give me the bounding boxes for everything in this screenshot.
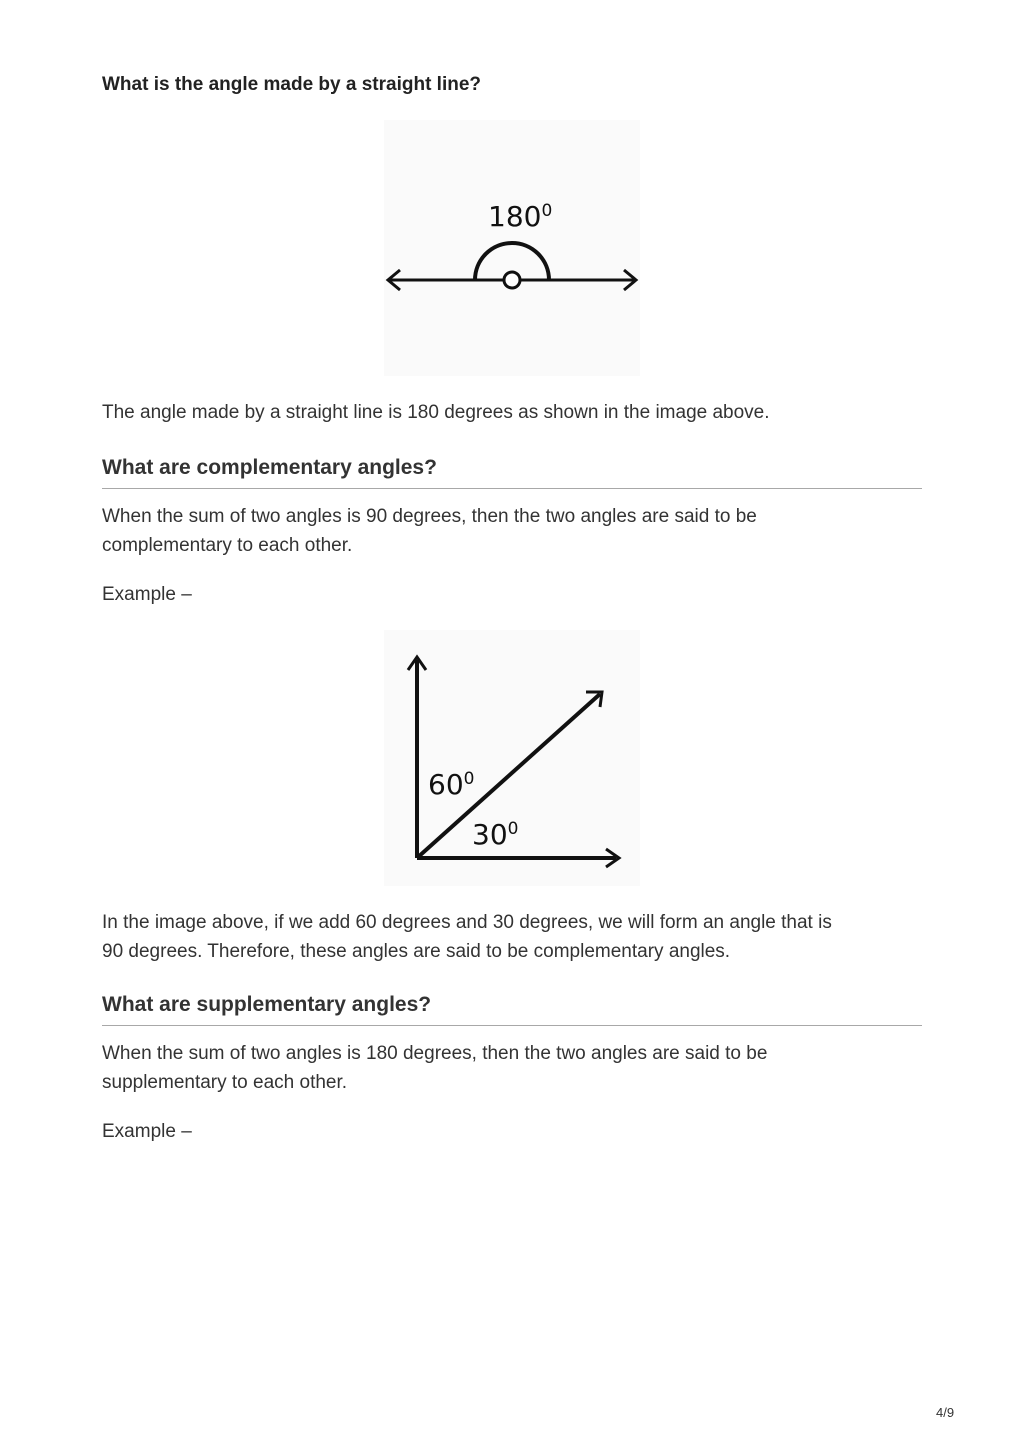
complementary-definition xyxy=(102,502,922,560)
supplementary-definition-line2: supplementary to each other. xyxy=(102,1072,348,1093)
question-heading: What is the angle made by a straight line? xyxy=(102,74,482,95)
angle-30-label: $30^0$ xyxy=(472,818,519,851)
complementary-angle-figure xyxy=(384,630,640,886)
complementary-heading: What are complementary angles? xyxy=(102,456,922,489)
supplementary-definition xyxy=(102,1039,922,1097)
complementary-angle-diagram xyxy=(384,630,640,886)
complementary-example-label: Example – xyxy=(102,584,192,605)
supplementary-example-label: Example – xyxy=(102,1121,192,1142)
complementary-definition-line2: complementary to each other. xyxy=(102,535,353,556)
straight-angle-figure xyxy=(384,120,640,376)
vertex-point xyxy=(504,272,520,288)
complementary-definition-line1: When the sum of two angles is 90 degrees, then the two angles are said to be xyxy=(102,506,757,527)
angle-180-label: $180^0$ xyxy=(488,200,553,233)
angle-60-label: $60^0$ xyxy=(428,768,475,801)
supplementary-heading: What are supplementary angles? xyxy=(102,993,922,1026)
page-number: 4/9 xyxy=(936,1405,955,1420)
supplementary-definition-line1: When the sum of two angles is 180 degrees, then the two angles are said to be xyxy=(102,1043,768,1064)
complementary-explanation xyxy=(102,908,922,966)
straight-line-answer: The angle made by a straight line is 180 degrees as shown in the image above. xyxy=(102,402,770,423)
complementary-explanation-line2: 90 degrees. Therefore, these angles are said to be complementary angles. xyxy=(102,941,731,962)
straight-angle-diagram xyxy=(384,120,640,376)
complementary-explanation-line1: In the image above, if we add 60 degrees and 30 degrees, we will form an angle that is xyxy=(102,912,832,933)
